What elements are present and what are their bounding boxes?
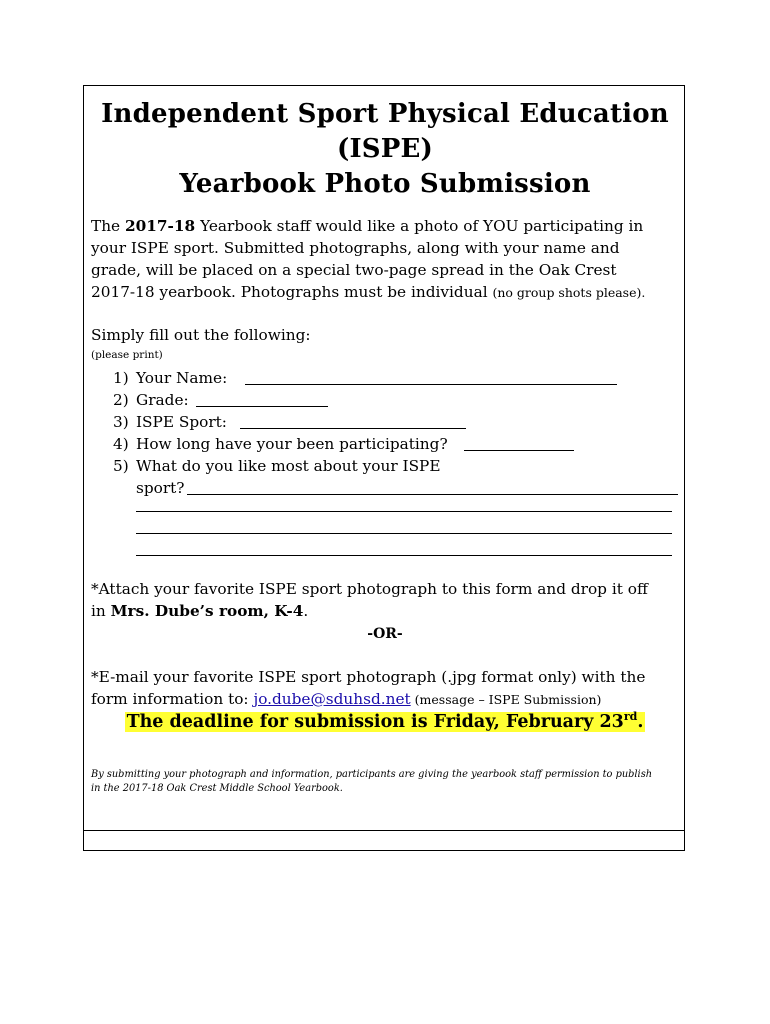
title-line-3: Yearbook Photo Submission bbox=[179, 169, 591, 199]
attach-text: in bbox=[91, 602, 111, 620]
deadline-period: . bbox=[637, 712, 644, 732]
email-line-1: *E-mail your favorite ISPE sport photograph (.jpg format only) with the bbox=[91, 668, 646, 686]
question-number: 1) bbox=[113, 369, 129, 387]
question-label: ISPE Sport: bbox=[136, 413, 227, 431]
question-number: 4) bbox=[113, 435, 129, 453]
question-favorite bbox=[84, 455, 686, 477]
attach-instructions bbox=[91, 578, 683, 622]
question-ispe-sport bbox=[84, 411, 686, 433]
instructions-lead: Simply fill out the following: bbox=[91, 326, 311, 344]
question-label: Your Name: bbox=[136, 369, 228, 387]
drop-off-room: Mrs. Dube’s room, K-4 bbox=[110, 602, 304, 620]
name-input-line[interactable] bbox=[245, 384, 617, 385]
sport-input-line[interactable] bbox=[240, 428, 466, 429]
submission-form bbox=[83, 85, 685, 851]
question-label: sport? bbox=[136, 479, 185, 497]
school-year: 2017-18 bbox=[124, 217, 196, 235]
favorite-input-line-4[interactable] bbox=[136, 555, 672, 556]
disclaimer-line-1: By submitting your photograph and information, participants are giving the yearbook staff permission to publish bbox=[91, 769, 653, 780]
question-favorite-continued bbox=[84, 477, 686, 499]
favorite-input-line-1[interactable] bbox=[187, 494, 678, 495]
deadline-notice bbox=[84, 709, 686, 735]
grade-input-line[interactable] bbox=[196, 406, 328, 407]
intro-line-3: grade, will be placed on a special two-page spread in the Oak Crest bbox=[91, 261, 617, 279]
please-print-note: (please print) bbox=[91, 349, 163, 361]
intro-line-4 bbox=[91, 281, 679, 304]
question-duration bbox=[84, 433, 686, 455]
intro-text: 2017-18 yearbook. Photographs must be individual bbox=[91, 283, 493, 301]
attach-line-1: *Attach your favorite ISPE sport photograph to this form and drop it off bbox=[91, 580, 648, 598]
question-label: Grade: bbox=[136, 391, 189, 409]
or-separator: -OR- bbox=[367, 626, 403, 642]
question-number: 3) bbox=[113, 413, 129, 431]
intro-paragraph bbox=[91, 215, 679, 304]
deadline-ordinal: rd bbox=[623, 710, 638, 724]
question-number: 2) bbox=[113, 391, 129, 409]
group-shot-note: (no group shots please). bbox=[492, 285, 646, 300]
email-subject-note: (message – ISPE Submission) bbox=[410, 692, 602, 707]
permission-disclaimer bbox=[91, 768, 683, 796]
intro-text: The bbox=[91, 217, 125, 235]
email-instructions bbox=[91, 666, 683, 711]
deadline-text: The deadline for submission is Friday, February 23 bbox=[126, 712, 624, 732]
bottom-divider bbox=[84, 830, 684, 831]
question-number: 5) bbox=[113, 457, 129, 475]
intro-line-1 bbox=[91, 215, 679, 237]
email-text: form information to: bbox=[91, 690, 254, 708]
question-your-name bbox=[84, 367, 686, 389]
disclaimer-line-2: in the 2017-18 Oak Crest Middle School Yearbook. bbox=[91, 783, 343, 794]
favorite-input-line-3[interactable] bbox=[136, 533, 672, 534]
email-line-2 bbox=[91, 688, 683, 711]
attach-line-2 bbox=[91, 600, 683, 622]
deadline-highlight bbox=[125, 712, 646, 732]
email-address-link[interactable]: jo.dube@sduhsd.net bbox=[253, 690, 411, 708]
intro-text: Yearbook staff would like a photo of YOU participating in bbox=[195, 217, 644, 235]
duration-input-line[interactable] bbox=[464, 450, 574, 451]
form-title bbox=[84, 97, 686, 202]
question-grade bbox=[84, 389, 686, 411]
attach-text: . bbox=[303, 602, 309, 620]
question-label: How long have your been participating? bbox=[136, 435, 448, 453]
title-line-2: (ISPE) bbox=[336, 134, 434, 164]
title-line-1: Independent Sport Physical Education bbox=[101, 99, 669, 129]
intro-line-2: your ISPE sport. Submitted photographs, along with your name and bbox=[91, 239, 620, 257]
question-label: What do you like most about your ISPE bbox=[136, 457, 441, 475]
favorite-input-line-2[interactable] bbox=[136, 511, 672, 512]
